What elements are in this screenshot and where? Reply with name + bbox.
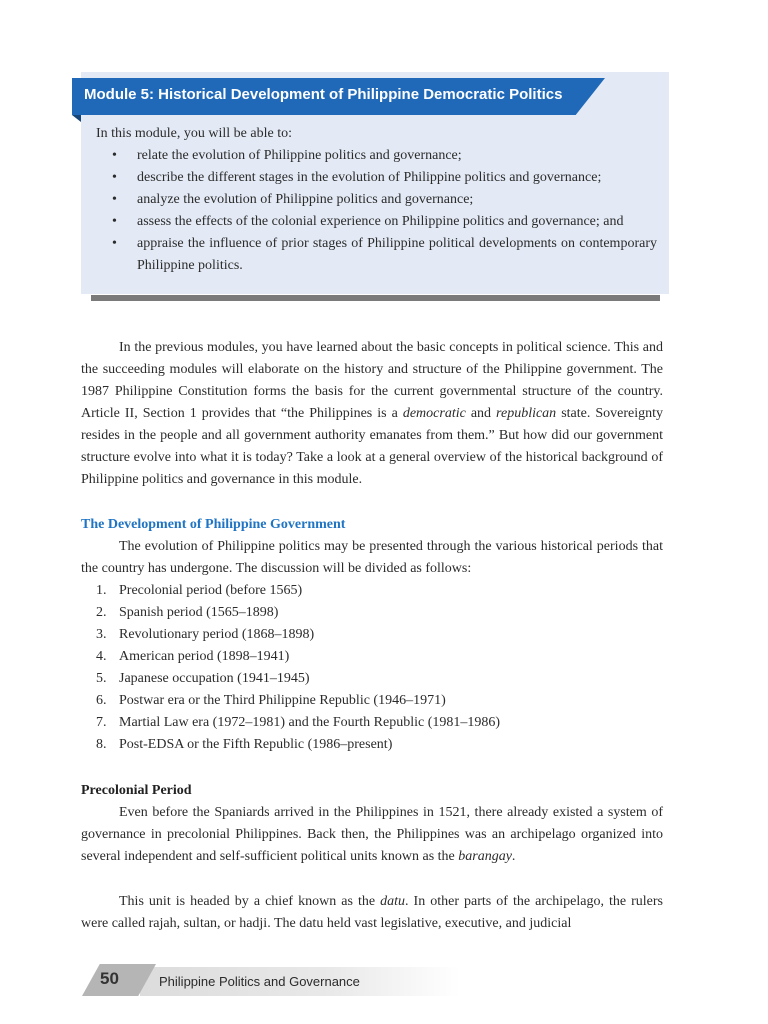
development-paragraph: The evolution of Philippine politics may be presented through the various historical periods that the country has undergone. The discussion will be divided as follows: [81, 539, 663, 576]
footer-book-title: Philippine Politics and Governance [159, 974, 360, 989]
objective-item: • assess the effects of the colonial experience on Philippine politics and governance; and [96, 211, 657, 233]
objective-item: • analyze the evolution of Philippine politics and governance; [96, 189, 657, 211]
bullet: • [112, 148, 117, 163]
section-heading-development: The Development of Philippine Government [81, 517, 346, 532]
period-item: 2. Spanish period (1565–1898) [96, 605, 279, 620]
period-item: 1. Precolonial period (before 1565) [96, 583, 303, 598]
bullet: • [112, 192, 117, 207]
objective-item: • appraise the influence of prior stages of Philippine political developments on contemporary Philippine politics. [96, 233, 657, 277]
objectives-list [96, 145, 657, 277]
banner-fold [72, 115, 81, 122]
bullet: • [112, 170, 117, 185]
period-item: 6. Postwar era or the Third Philippine Republic (1946–1971) [96, 693, 446, 708]
module-box-underline [91, 295, 660, 301]
period-item: 5. Japanese occupation (1941–1945) [96, 671, 310, 686]
period-item: 3. Revolutionary period (1868–1898) [96, 627, 315, 642]
section-heading-precolonial: Precolonial Period [81, 783, 192, 798]
module-intro-text: In this module, you will be able to: [96, 126, 292, 141]
period-item: 4. American period (1898–1941) [96, 649, 290, 664]
objective-item: • relate the evolution of Philippine politics and governance; [96, 145, 657, 167]
intro-paragraph: In the previous modules, you have learned about the basic concepts in political science. This and the succeeding modules will elaborate on the history and structure of the Philippine government. The 1987 Philippine Constitution forms the basis for the current governmental structure of the country. Article II, Section 1 provides that “the Philippines is a democratic and republican state. Sovereignty resides in the people and all government authority emanates from them.” But how did our government structure evolve into what it is today? Take a look at a general overview of the historical background of Philippine politics and governance in this module. [81, 340, 664, 487]
bullet: • [112, 214, 117, 229]
module-title: Module 5: Historical Development of Philippine Democratic Politics [84, 86, 563, 103]
objective-item: • describe the different stages in the evolution of Philippine politics and governance; [96, 167, 657, 189]
bullet: • [112, 236, 117, 251]
period-item: 7. Martial Law era (1972–1981) and the Fourth Republic (1981–1986) [96, 715, 501, 730]
periods-list [96, 580, 500, 756]
period-item: 8. Post-EDSA or the Fifth Republic (1986–present) [96, 737, 393, 752]
precolonial-paragraph-1: Even before the Spaniards arrived in the Philippines in 1521, there already existed a system of governance in precolonial Philippines. Back then, the Philippines was an archipelago organized into several independent and self-sufficient political units known as the barangay. [81, 805, 663, 864]
page-number: 50 [100, 969, 119, 988]
precolonial-paragraph-2: This unit is headed by a chief known as the datu. In other parts of the archipelago, the rulers were called rajah, sultan, or hadji. The datu held vast legislative, executive, and judicial [81, 894, 663, 931]
